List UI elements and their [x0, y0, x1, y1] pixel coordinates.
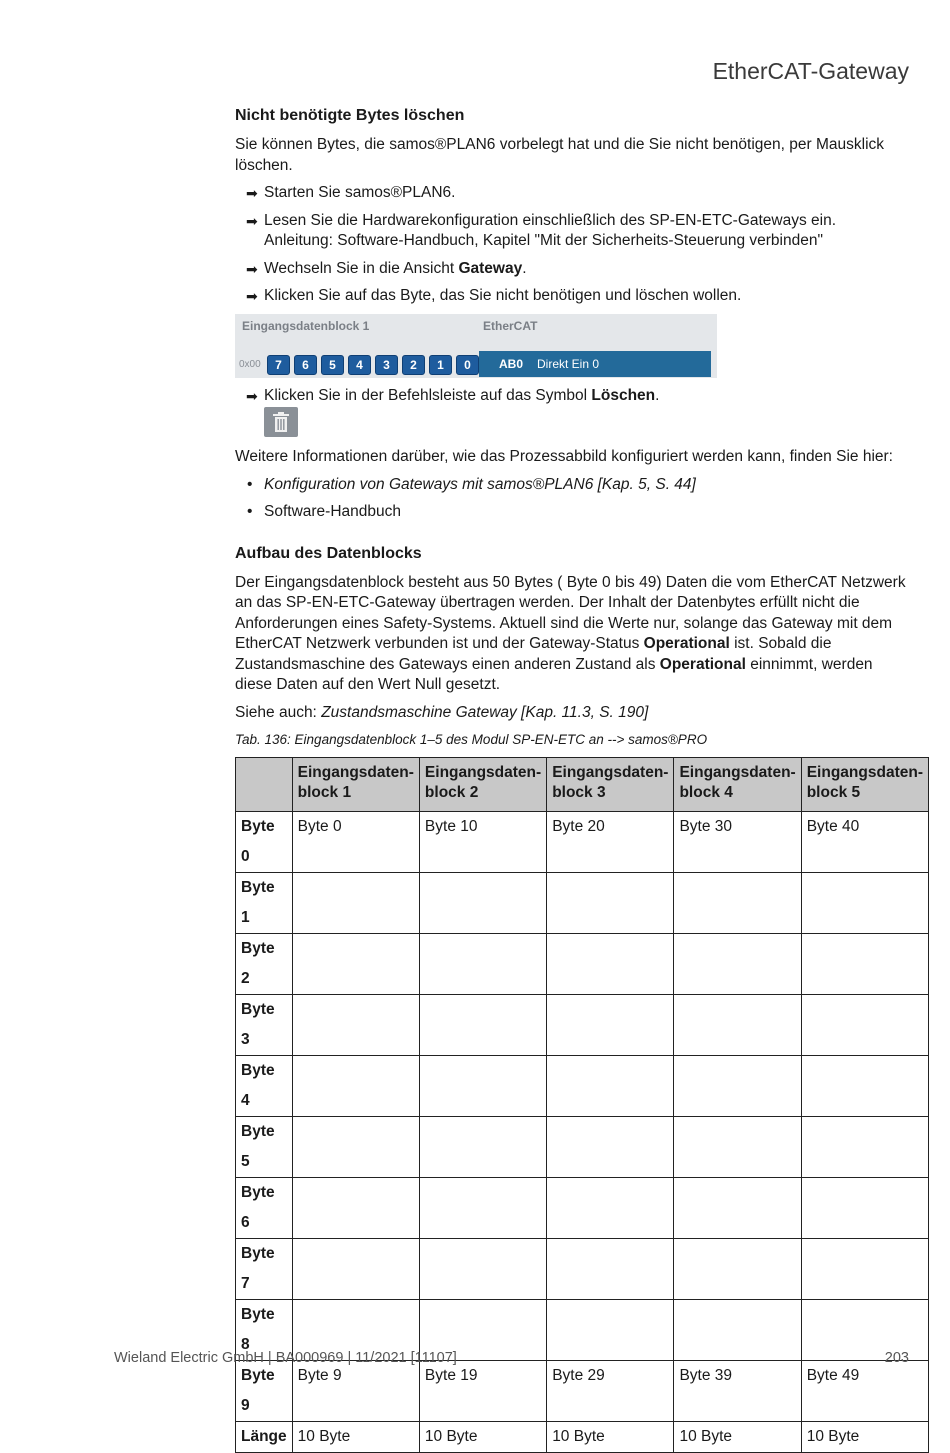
- datablock-table: [235, 757, 929, 1453]
- selected-byte-code: AB0: [499, 356, 524, 371]
- table-corner-cell: [236, 758, 293, 812]
- table-cell: [674, 1300, 801, 1361]
- table-cell: [292, 1239, 419, 1300]
- bit-button-0[interactable]: 0: [456, 355, 479, 375]
- table-row-header: Byte 6: [236, 1178, 293, 1239]
- table-cell: [674, 1178, 801, 1239]
- table-cell: Byte 29: [547, 1361, 674, 1422]
- table-row: [236, 1239, 929, 1300]
- bit-button-4[interactable]: 4: [348, 355, 371, 375]
- table-cell: [419, 995, 546, 1056]
- more-info-paragraph: Weitere Informationen darüber, wie das Prozessabbild konfiguriert werden kann, finden Sie hier:: [235, 448, 893, 465]
- arrow-right-icon: ➡: [246, 260, 258, 277]
- table-row: [236, 1117, 929, 1178]
- table-cell: [547, 1117, 674, 1178]
- table-cell: Byte 20: [547, 812, 674, 873]
- table-cell: [801, 873, 928, 934]
- table-cell: [292, 1056, 419, 1117]
- step-list-delete: [235, 386, 909, 407]
- table-row: [236, 812, 929, 873]
- table-row-header: Byte 0: [236, 812, 293, 873]
- table-row-header: Byte 8: [236, 1300, 293, 1361]
- table-cell: Byte 9: [292, 1361, 419, 1422]
- table-column-header: Eingangsdaten- block 1: [292, 758, 419, 812]
- table-cell: [801, 1178, 928, 1239]
- table-cell: 10 Byte: [674, 1422, 801, 1453]
- table-cell: 10 Byte: [292, 1422, 419, 1453]
- table-row-header: Länge: [236, 1422, 293, 1453]
- step-item: ➡ Klicken Sie auf das Byte, das Sie nicht benötigen und löschen wollen.: [235, 286, 909, 307]
- page-number: 203: [884, 1350, 909, 1366]
- step-item: ➡ Klicken Sie in der Befehlsleiste auf das Symbol Löschen.: [235, 386, 909, 407]
- table-cell: Byte 49: [801, 1361, 928, 1422]
- trash-icon: [272, 412, 290, 432]
- arrow-right-icon: ➡: [246, 288, 258, 304]
- datablock-label: Eingangsdatenblock 1: [242, 318, 370, 333]
- arrow-right-icon: ➡: [246, 387, 258, 404]
- section-heading-datablock: Aufbau des Datenblocks: [235, 544, 422, 562]
- table-cell: Byte 39: [674, 1361, 801, 1422]
- table-cell: Byte 10: [419, 812, 546, 873]
- table-cell: [547, 995, 674, 1056]
- step-item: ➡ Starten Sie samos®PLAN6.: [235, 183, 909, 204]
- table-column-header: Eingangsdaten- block 4: [674, 758, 801, 812]
- footer-publisher: Wieland Electric GmbH | BA000969 | 11/2021 [11107]: [114, 1350, 457, 1366]
- selected-byte-row[interactable]: [479, 351, 711, 377]
- bit-button-7[interactable]: 7: [267, 355, 290, 375]
- table-row-header: Byte 7: [236, 1239, 293, 1300]
- see-also: Siehe auch: Zustandsmaschine Gateway [Kap. 11.3, S. 190]: [235, 703, 649, 721]
- table-row: [236, 934, 929, 995]
- table-cell: Byte 0: [292, 812, 419, 873]
- arrow-right-icon: ➡: [246, 212, 258, 229]
- table-row: [236, 1422, 929, 1453]
- table-column-header: Eingangsdaten- block 5: [801, 758, 928, 812]
- section-heading-delete-bytes: Nicht benötigte Bytes löschen: [235, 107, 465, 124]
- table-cell: [419, 1117, 546, 1178]
- table-row-header: Byte 5: [236, 1117, 293, 1178]
- bit-button-5[interactable]: 5: [321, 355, 344, 375]
- reference-item: • Software-Handbuch: [247, 503, 401, 520]
- table-cell: [292, 934, 419, 995]
- table-row: [236, 1056, 929, 1117]
- table-cell: [801, 1056, 928, 1117]
- table-cell: [674, 1056, 801, 1117]
- bit-button-3[interactable]: 3: [375, 355, 398, 375]
- table-cell: [419, 1239, 546, 1300]
- reference-link[interactable]: • Konfiguration von Gateways mit samos®PLAN6 [Kap. 5, S. 44]: [247, 475, 696, 493]
- table-cell: [419, 1056, 546, 1117]
- reference-list: [235, 475, 909, 523]
- table-cell: [801, 1300, 928, 1361]
- table-cell: [801, 1239, 928, 1300]
- byte-address: 0x00: [239, 358, 261, 370]
- table-cell: [801, 995, 928, 1056]
- table-cell: [674, 1117, 801, 1178]
- table-cell: [547, 1056, 674, 1117]
- table-row: [236, 873, 929, 934]
- table-cell: [419, 873, 546, 934]
- page-header-title: EtherCAT-Gateway: [712, 58, 909, 84]
- table-cell: [674, 1239, 801, 1300]
- table-row-header: Byte 4: [236, 1056, 293, 1117]
- table-header-row: [236, 758, 929, 812]
- table-column-header: Eingangsdaten- block 2: [419, 758, 546, 812]
- table-cell: 10 Byte: [801, 1422, 928, 1453]
- table-cell: 10 Byte: [419, 1422, 546, 1453]
- table-row-header: Byte 2: [236, 934, 293, 995]
- bit-buttons: [267, 355, 479, 375]
- table-cell: [674, 995, 801, 1056]
- bit-button-1[interactable]: 1: [429, 355, 452, 375]
- table-cell: [801, 1117, 928, 1178]
- datablock-paragraph: Der Eingangsdatenblock besteht aus 50 Bytes ( Byte 0 bis 49) Daten die vom EtherCAT Netzwerk an das SP-EN-ETC-Gateway übertragen werden. Der Inhalt der Datenbytes erfüllt nicht die Anforderungen eines Safety-Systems. Aktuell sind die Werte nur, solange das Gateway mit dem EtherCAT Netzwerk verbunden ist und der Gateway-Status Operational ist. Sobald die Zustandsmaschine des Gateways einen anderen Zustand als Operational einnimmt, werden diese Daten auf den Wert Null gesetzt.: [235, 573, 906, 693]
- bit-button-6[interactable]: 6: [294, 355, 317, 375]
- table-cell: [292, 1178, 419, 1239]
- table-cell: [674, 873, 801, 934]
- main-content: [235, 105, 923, 1453]
- table-row: [236, 995, 929, 1056]
- table-cell: [547, 1300, 674, 1361]
- delete-button[interactable]: [264, 407, 298, 437]
- arrow-right-icon: ➡: [246, 185, 258, 201]
- step-item: ➡ Wechseln Sie in die Ansicht Gateway.: [235, 259, 909, 280]
- step-item: ➡ Lesen Sie die Hardwarekonfiguration einschließlich des SP-EN-ETC-Gateways ein. Anleitung: Software-Handbuch, Kapitel "Mit der Sicherheits-Steuerung verbinden": [246, 211, 837, 249]
- table-cell: 10 Byte: [547, 1422, 674, 1453]
- bit-button-2[interactable]: 2: [402, 355, 425, 375]
- ethercat-label: EtherCAT: [483, 318, 538, 333]
- table-caption: Tab. 136: Eingangsdatenblock 1–5 des Modul SP-EN-ETC an --> samos®PRO: [235, 732, 708, 747]
- table-cell: [292, 873, 419, 934]
- table-cell: Byte 40: [801, 812, 928, 873]
- table-row-header: Byte 3: [236, 995, 293, 1056]
- table-row: [236, 1178, 929, 1239]
- table-cell: [801, 934, 928, 995]
- table-cell: Byte 19: [419, 1361, 546, 1422]
- table-cell: [547, 934, 674, 995]
- table-cell: [674, 934, 801, 995]
- table-cell: Byte 30: [674, 812, 801, 873]
- table-column-header: Eingangsdaten- block 3: [547, 758, 674, 812]
- table-row-header: Byte 9: [236, 1361, 293, 1422]
- table-cell: [292, 995, 419, 1056]
- table-cell: [419, 934, 546, 995]
- table-cell: [547, 873, 674, 934]
- intro-paragraph: Sie können Bytes, die samos®PLAN6 vorbelegt hat und die Sie nicht benötigen, per Mausklick löschen.: [235, 136, 885, 174]
- see-also-link[interactable]: Zustandsmaschine Gateway [Kap. 11.3, S. 190]: [321, 703, 649, 721]
- table-row-header: Byte 1: [236, 873, 293, 934]
- gateway-view-screenshot: [235, 314, 717, 378]
- table-cell: [547, 1178, 674, 1239]
- selected-byte-name: Direkt Ein 0: [537, 356, 600, 371]
- table-row: [236, 1361, 929, 1422]
- table-cell: [547, 1239, 674, 1300]
- step-list: [235, 183, 909, 307]
- table-cell: [419, 1178, 546, 1239]
- table-cell: [292, 1117, 419, 1178]
